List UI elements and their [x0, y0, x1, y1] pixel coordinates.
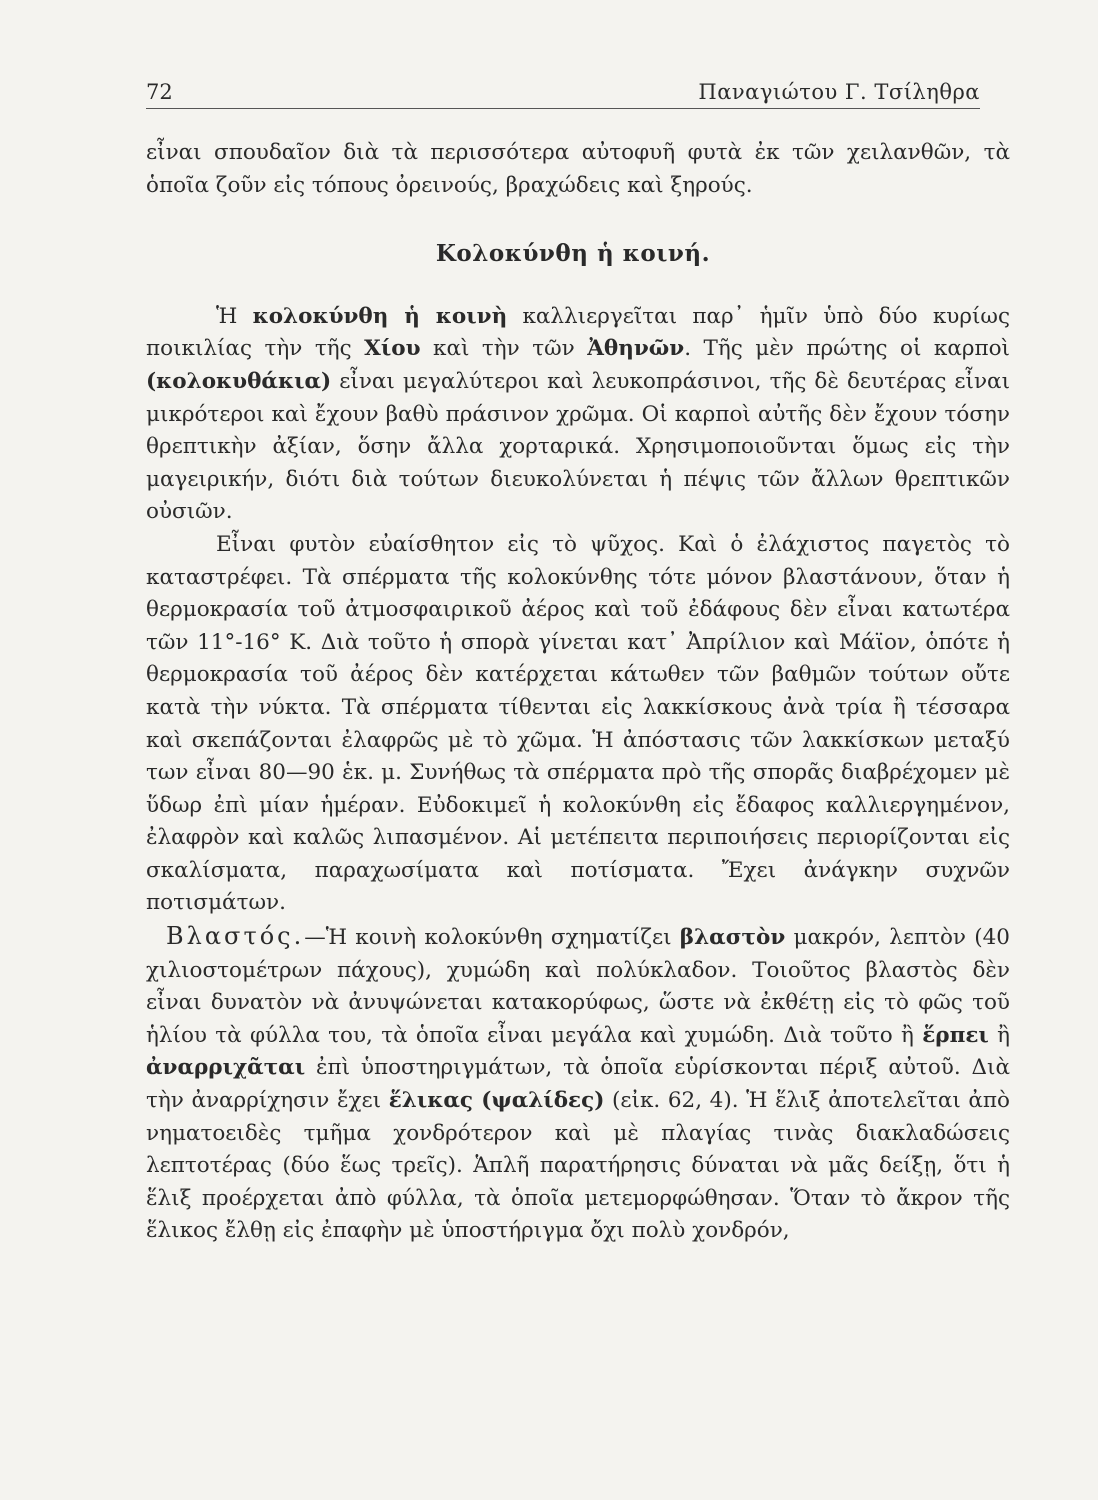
- text-run: καλλιεργεῖται παρ᾽ ἡμῖν ὑπὸ δύο κυρίως ποικιλίας τὴν τῆς: [146, 303, 1010, 362]
- text-run: (εἰκ. 62, 4). Ἡ ἕλιξ ἀποτελεῖται ἀπὸ νηματοειδὲς τμῆμα χονδρότερον καὶ μὲ πλαγίας τινὰς διακλαδώσεις λεπτοτέρας (δύο ἕως τρεῖς). Ἁπλῆ παρατήρησις δύναται νὰ μᾶς δείξῃ, ὅτι ἡ ἕλιξ προέρχεται ἀπὸ φύλλα, τὰ ὁποῖα μετεμορφώθησαν. Ὅταν τὸ ἄκρον τῆς ἕλικος ἔλθῃ εἰς ἐπαφὴν μὲ ὑποστήριγμα ὄχι πολὺ χονδρόν,: [146, 1088, 1010, 1244]
- text-run: Ἡ: [216, 303, 253, 329]
- text-run: ἢ: [988, 1022, 1010, 1048]
- bold-term: βλαστὸν: [679, 925, 786, 951]
- bold-term: ἕλικας (ψαλίδες): [388, 1088, 605, 1114]
- text-run: μακρόν, λεπτὸν (40 χιλιοστομέτρων πάχους), χυμώδη καὶ πολύκλαδον. Τοιοῦτος βλαστὸς δὲν εἶναι δυνατὸν νὰ ἀνυψώνεται κατακορύφως, ὥστε νὰ ἐκθέτῃ εἰς τὸ φῶς τοῦ ἡλίου τὰ φύλλα του, τὰ ὁποῖα εἶναι μεγάλα καὶ χυμώδη. Διὰ τοῦτο ἢ: [146, 925, 1010, 1048]
- bold-term: Χίου: [364, 336, 421, 362]
- intro-paragraph: εἶναι σπουδαῖον διὰ τὰ περισσότερα αὐτοφυῆ φυτὰ ἐκ τῶν χειλανθῶν, τὰ ὁποῖα ζοῦν εἰς τόπους ὀρεινούς, βραχώδεις καὶ ξηρούς.: [146, 140, 1010, 198]
- bold-term: Ἀθηνῶν: [587, 336, 685, 362]
- text-run: . Τῆς μὲν πρώτης οἱ καρποὶ: [684, 336, 1010, 362]
- section-title: Κολοκύνθη ἡ κοινή.: [435, 240, 711, 268]
- bold-term: (κολοκυθάκια): [146, 368, 332, 394]
- text-run: —Ἡ κοινὴ κολοκύνθη σχηματίζει: [304, 925, 680, 951]
- page-header: [146, 80, 980, 109]
- bold-term: ἕρπει: [922, 1022, 989, 1048]
- paragraph-3: [146, 920, 1010, 1248]
- page-number: 72: [146, 80, 173, 104]
- running-head: Παναγιώτου Γ. Τσίληθρα: [698, 80, 980, 104]
- body-text: [146, 137, 1010, 1248]
- text-run: καὶ τὴν τῶν: [420, 336, 588, 362]
- section-label: Βλαστός.: [166, 922, 305, 951]
- bold-term: ἀναρριχᾶται: [146, 1055, 306, 1081]
- text-run: εἶναι μεγαλύτεροι καὶ λευκοπράσινοι, τῆς δὲ δευτέρας εἶναι μικρότεροι καὶ ἔχουν βαθὺ πράσινον χρῶμα. Οἱ καρποὶ αὐτῆς δὲν ἔχουν τόσην θρεπτικὴν ἀξίαν, ὅσην ἄλλα χορταρικά. Χρησιμοποιοῦνται ὅμως εἰς τὴν μαγειρικήν, διότι διὰ τούτων διευκολύνεται ἡ πέψις τῶν ἄλλων θρεπτικῶν οὐσιῶν.: [146, 368, 1010, 525]
- text-run: ἐπὶ ὑποστηριγμάτων, τὰ ὁποῖα εὑρίσκονται πέριξ αὐτοῦ. Διὰ τὴν ἀναρρίχησιν ἔχει: [146, 1055, 1010, 1114]
- bold-term: κολοκύνθη ἡ κοινὴ: [252, 303, 508, 329]
- paragraph-1: [146, 301, 1010, 529]
- paragraph-2: Εἶναι φυτὸν εὐαίσθητον εἰς τὸ ψῦχος. Καὶ ὁ ἐλάχιστος παγετὸς τὸ καταστρέφει. Τὰ σπέρματα τῆς κολοκύνθης τότε μόνον βλαστάνουν, ὅταν ἡ θερμοκρασία τοῦ ἀτμοσφαιρικοῦ ἀέρος καὶ τοῦ ἐδάφους δὲν εἶναι κατωτέρα τῶν 11°-16° Κ. Διὰ τοῦτο ἡ σπορὰ γίνεται κατ᾽ Ἀπρίλιον καὶ Μάϊον, ὁπότε ἡ θερμοκρασία τοῦ ἀέρος δὲν κατέρχεται κάτωθεν τῶν βαθμῶν τούτων οὔτε κατὰ τὴν νύκτα. Τὰ σπέρματα τίθενται εἰς λακκίσκους ἀνὰ τρία ἢ τέσσαρα καὶ σκεπάζονται ἐλαφρῶς μὲ τὸ χῶμα. Ἡ ἀπόστασις τῶν λακκίσκων μεταξύ των εἶναι 80—90 ἑκ. μ. Συνήθως τὰ σπέρματα πρὸ τῆς σπορᾶς διαβρέχομεν μὲ ὕδωρ ἐπὶ μίαν ἡμέραν. Εὐδοκιμεῖ ἡ κολοκύνθη εἰς ἔδαφος καλλιεργημένον, ἐλαφρὸν καὶ καλῶς λιπασμένον. Αἱ μετέπειτα περιποιήσεις περιορίζονται εἰς σκαλίσματα, παραχωσίματα καὶ ποτίσματα. Ἔχει ἀνάγκην συχνῶν ποτισμάτων.: [146, 531, 1010, 916]
